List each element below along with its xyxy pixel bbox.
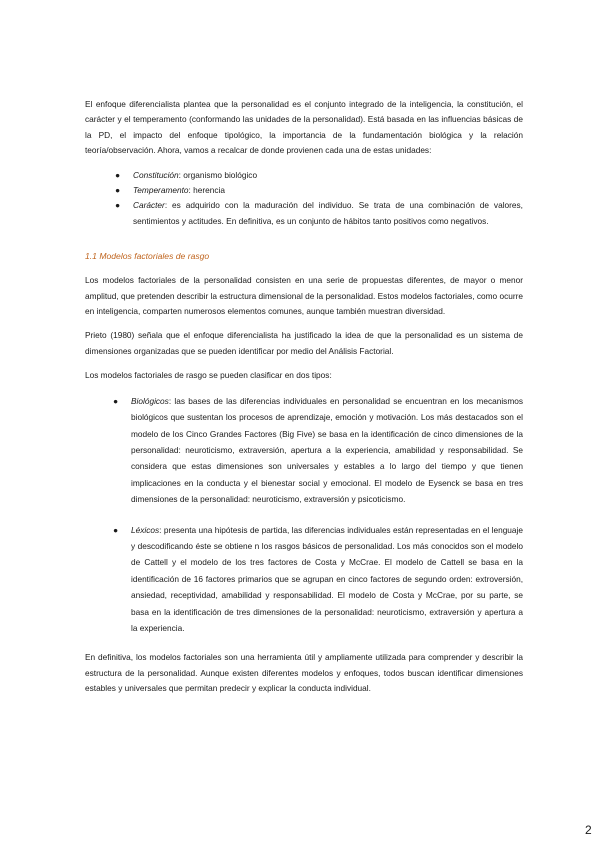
bullet-icon: ● (115, 169, 121, 180)
item-term: Léxicos (131, 524, 160, 535)
conclusion-paragraph: En definitiva, los modelos factoriales son una herramienta útil y ampliamente utilizada para comprender y describir la estructura de la personalidad. Aunque existen diferentes modelos y enfoques, todos buscan identificar dimensiones estables y universales que permitan predecir y explicar la conducta individual. (85, 652, 523, 694)
units-list (85, 168, 523, 230)
section-paragraph-1: Los modelos factoriales de la personalidad consisten en una serie de propuestas diferentes, de mayor o menor amplitud, que pretenden describir la estructura dimensional de la personalidad. Estos modelos factoriales, como ocurre en inteligencia, comparten numerosos elementos comunes, aunque también muestran diversidad. (85, 275, 523, 317)
item-term: Carácter (133, 200, 165, 211)
section-heading: 1.1 Modelos factoriales de rasgo (85, 251, 210, 262)
item-text: : organismo biológico (178, 169, 258, 180)
intro-paragraph: El enfoque diferencialista plantea que la personalidad es el conjunto integrado de la inteligencia, la constitución, el carácter y el temperamento (conformando las unidades de la personalidad). Está basada en las influencias básicas de la PD, el impacto del enfoque tipológico, la importancia de la fundamentación biológica y la relación teoría/observación. Ahora, vamos a recalcar de donde provienen cada una de estas unidades: (85, 99, 523, 156)
item-text: : es adquirido con la maduración del individuo. Se trata de una combinación de valores, sentimientos y actitudes. En definitiva, es un conjunto de hábitos tanto positivos como negativos. (133, 200, 523, 226)
section-paragraph-3: Los modelos factoriales de rasgo se pueden clasificar en dos tipos: (85, 370, 332, 381)
item-text: : presenta una hipótesis de partida, las diferencias individuales están representadas en el lenguaje y descodificando éste se obtiene n los rasgos básicos de personalidad. Los más conocidos son el modelo de Cattell y el modelo de los tres factores de Costa y McCrae. El modelo de Cattell se basa en la identificación de 16 factores primarios que se agrupan en cinco factores de segundo orden: extroversión, ansiedad, receptividad, amabilidad y responsabilidad. El modelo de Costa y McCrae, por su parte, se basa en la identificación de tres dimensiones de la personalidad: neuroticismo, extraversión y apertura a la experiencia. (131, 524, 523, 633)
bullet-icon: ● (113, 395, 119, 406)
list-item (85, 168, 523, 183)
bullet-icon: ● (115, 200, 121, 211)
item-text: : herencia (188, 185, 225, 196)
list-item (85, 198, 523, 229)
list-item (85, 393, 523, 508)
item-term: Constitución (133, 169, 179, 180)
item-term: Temperamento (133, 185, 189, 196)
page-number: 2 (585, 823, 592, 837)
list-item (85, 183, 523, 198)
item-text: : las bases de las diferencias individuales en personalidad se encuentran en los mecanismos biológicos que sustentan los procesos de aprendizaje, emoción y motivación. Los más destacados son el modelo de los Cinco Grandes Factores (Big Five) se basa en la identificación de cinco dimensiones de la personalidad: neuroticismo, extraversión, apertura a la experiencia, amabilidad y responsabilidad. Se considera que estas dimensiones son universales y estables a lo largo del tiempo y que tienen implicaciones en la conducta y el bienestar social y emocional. El modelo de Eysenck se basa en tres dimensiones de la personalidad: neuroticismo, extraversión y psicoticismo. (131, 395, 523, 505)
bullet-icon: ● (113, 524, 119, 535)
list-item (85, 522, 523, 637)
page-content (85, 97, 523, 697)
model-types-list (85, 393, 523, 637)
item-term: Biológicos (131, 395, 169, 406)
section-paragraph-2: Prieto (1980) señala que el enfoque diferencialista ha justificado la idea de que la personalidad es un sistema de dimensiones organizadas que se pueden identificar por medio del Análisis Factorial. (85, 330, 523, 356)
bullet-icon: ● (115, 185, 121, 196)
